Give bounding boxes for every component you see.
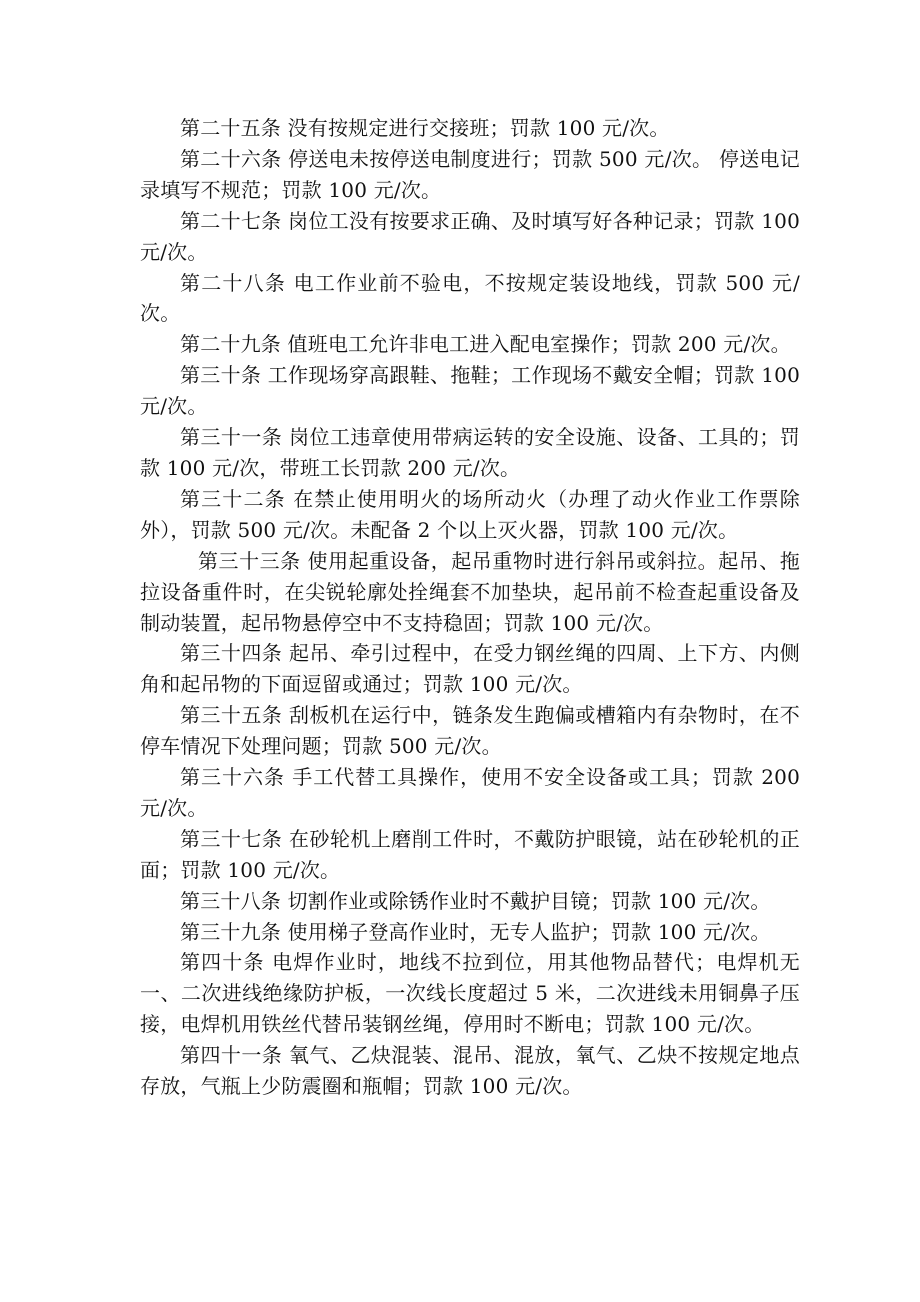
article-34: 第三十四条 起吊、牵引过程中，在受力钢丝绳的四周、上下方、内侧角和起吊物的下面逗留或通过；罚款 100 元/次。 [140,641,800,697]
article-26: 第二十六条 停送电未按停送电制度进行；罚款 500 元/次。 停送电记录填写不规范；罚款 100 元/次。 [140,146,800,202]
article-37: 第三十七条 在砂轮机上磨削工件时，不戴防护眼镜，站在砂轮机的正面；罚款 100 元/次。 [140,826,800,882]
article-33: 第三十三条 使用起重设备，起吊重物时进行斜吊或斜拉。起吊、拖拉设备重件时，在尖锐轮廓处拴绳套不加垫块，起吊前不检查起重设备及制动装置，起吊物悬停空中不支持稳固；罚款 100 元/次。 [140,548,800,635]
article-30: 第三十条 工作现场穿高跟鞋、拖鞋；工作现场不戴安全帽；罚款 100 元/次。 [140,363,800,419]
article-38: 第三十八条 切割作业或除锈作业时不戴护目镜；罚款 100 元/次。 [180,888,771,913]
article-36: 第三十六条 手工代替工具操作，使用不安全设备或工具；罚款 200 元/次。 [140,765,800,820]
article-32: 第三十二条 在禁止使用明火的场所动火（办理了动火作业工作票除外），罚款 500 元/次。未配备 2 个以上灭火器，罚款 100 元/次。 [140,486,800,542]
article-40: 第四十条 电焊作业时，地线不拉到位，用其他物品替代；电焊机无一、二次进线绝缘防护板，一次线长度超过 5 米，二次进线未用铜鼻子压接，电焊机用铁丝代替吊装钢丝绳，停用时不断电；罚款 100 元/次。 [140,950,800,1037]
article-28: 第二十八条 电工作业前不验电，不按规定装设地线，罚款 500 元/次。 [140,270,800,326]
article-25: 第二十五条 没有按规定进行交接班；罚款 100 元/次。 [180,116,670,140]
article-35: 第三十五条 刮板机在运行中，链条发生跑偏或槽箱内有杂物时，在不停车情况下处理问题；罚款 500 元/次。 [140,703,800,759]
article-31: 第三十一条 岗位工违章使用带病运转的安全设施、设备、工具的；罚款 100 元/次，带班工长罚款 200 元/次。 [140,425,800,480]
article-27: 第二十七条 岗位工没有按要求正确、及时填写好各种记录；罚款 100 元/次。 [140,208,800,264]
article-39: 第三十九条 使用梯子登高作业时，无专人监护；罚款 100 元/次。 [180,919,771,944]
article-41: 第四十一条 氧气、乙炔混装、混吊、混放，氧气、乙炔不按规定地点存放，气瓶上少防震圈和瓶帽；罚款 100 元/次。 [140,1043,800,1099]
article-29: 第二十九条 值班电工允许非电工进入配电室操作；罚款 200 元/次。 [180,332,791,357]
